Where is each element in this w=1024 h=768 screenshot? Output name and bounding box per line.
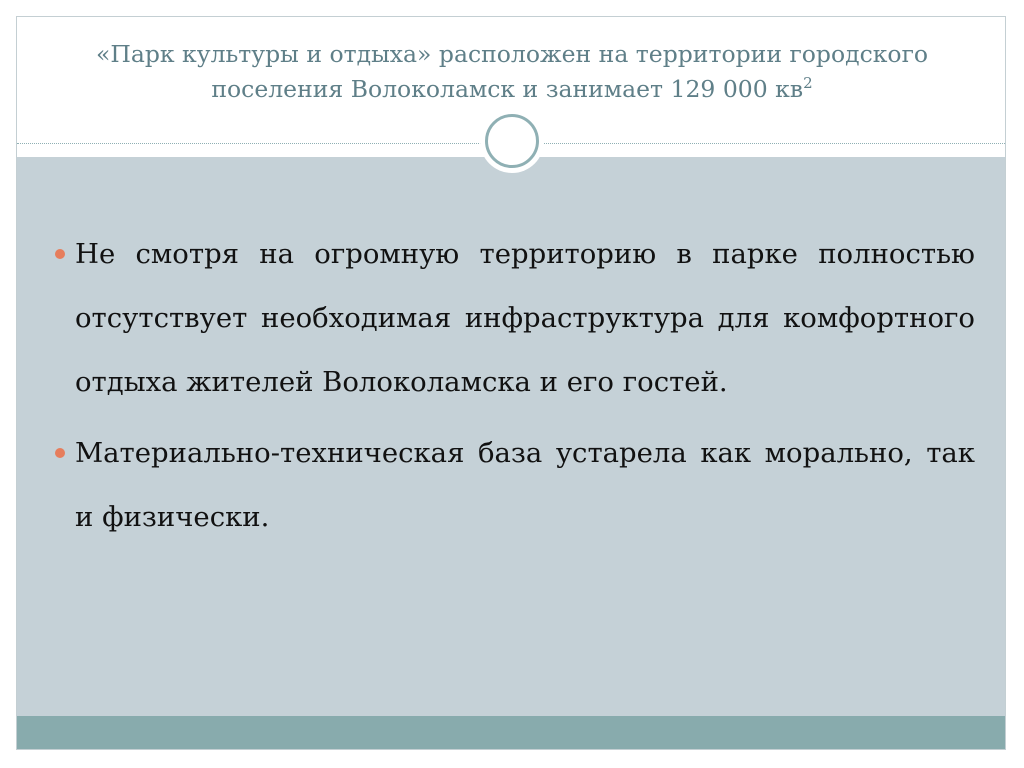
bullet-item-2 (75, 421, 975, 549)
slide-title-superscript: 2 (803, 74, 813, 92)
slide-title-line-2: поселения Волоколамск и занимает 129 000 кв (211, 75, 804, 103)
bullet-dot-icon (55, 448, 65, 458)
bullet-text-2: Материально-техническая база устарела как морально, так и физически. (75, 437, 975, 533)
footer-band (17, 716, 1006, 750)
slide-title-line-1: «Парк культуры и отдыха» расположен на территории городского (95, 40, 929, 68)
bullet-list (75, 222, 975, 556)
bullet-text-1: Не смотря на огромную территорию в парке полностью отсутствует необходимая инфраструктура для комфортного отдыха жителей Волоколамска и его гостей. (75, 238, 975, 398)
slide-title (57, 37, 967, 107)
bullet-dot-icon (55, 249, 65, 259)
slide-frame (16, 16, 1006, 750)
bullet-item-1 (75, 222, 975, 414)
circle-ring-icon (485, 114, 539, 168)
